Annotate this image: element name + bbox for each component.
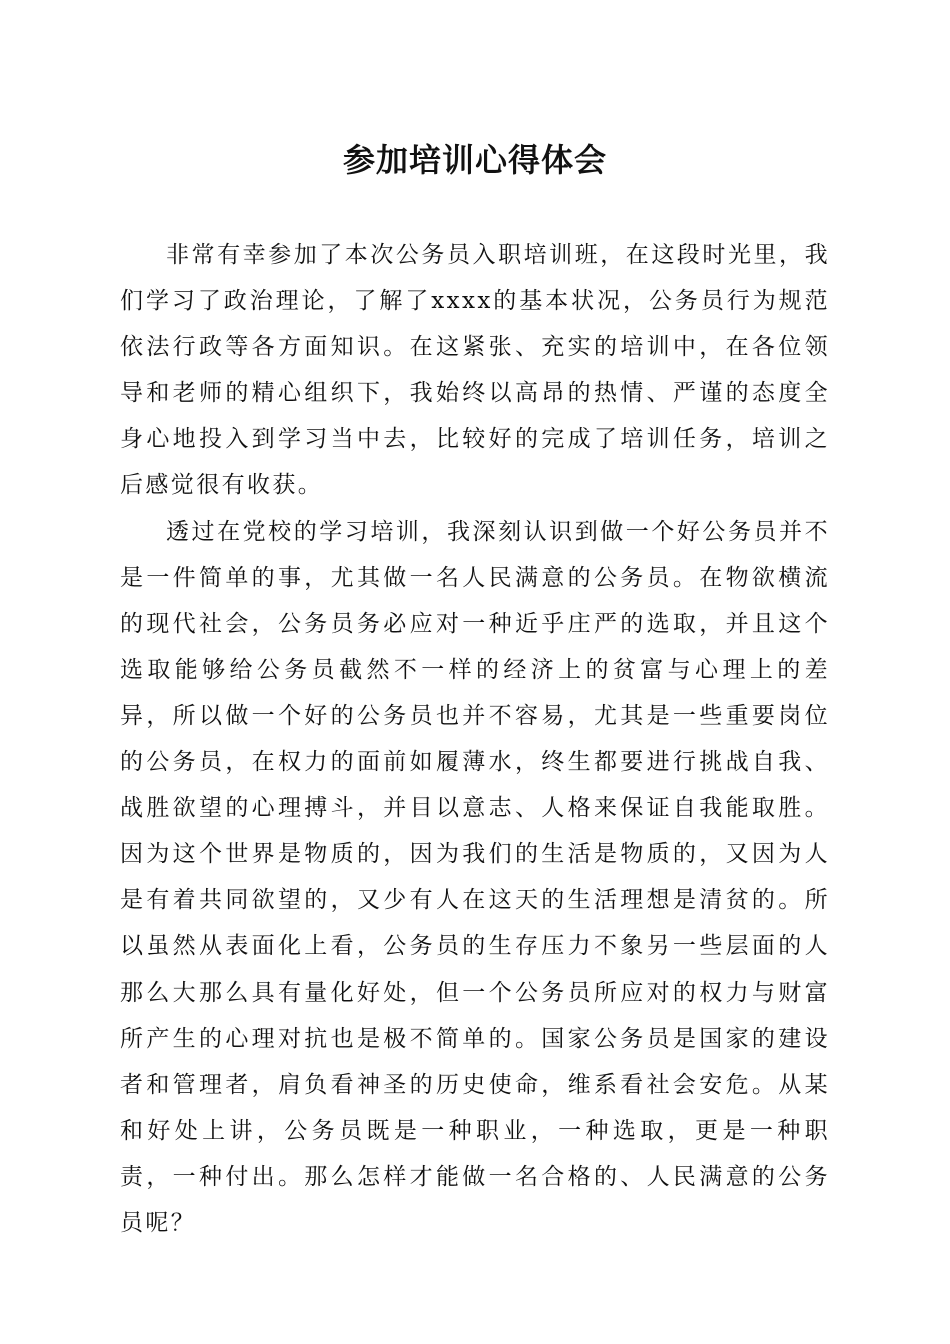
paragraph-1: 非常有幸参加了本次公务员入职培训班，在这段时光里，我们学习了政治理论，了解了xxxx的基本状况，公务员行为规范依法行政等各方面知识。在这紧张、充实的培训中，在各位领导和老师的精心组织下，我始终以高昂的热情、严谨的态度全身心地投入到学习当中去，比较好的完成了培训任务，培训之后感觉很有收获。 (120, 242, 830, 499)
document-title: 参加培训心得体会 (342, 141, 607, 179)
document-body (120, 232, 830, 1246)
paragraph-2: 透过在党校的学习培训，我深刻认识到做一个好公务员并不是一件简单的事，尤其做一名人民满意的公务员。在物欲横流的现代社会，公务员务必应对一种近乎庄严的选取，并且这个选取能够给公务员截然不一样的经济上的贫富与心理上的差异，所以做一个好的公务员也并不容易，尤其是一些重要岗位的公务员，在权力的面前如履薄水，终生都要进行挑战自我、战胜欲望的心理搏斗，并目以意志、人格来保证自我能取胜。因为这个世界是物质的，因为我们的生活是物质的，又因为人是有着共同欲望的，又少有人在这天的生活理想是清贫的。所以虽然从表面化上看，公务员的生存压力不象另一些层面的人那么大那么具有量化好处，但一个公务员所应对的权力与财富所产生的心理对抗也是极不简单的。国家公务员是国家的建设者和管理者，肩负看神圣的历史使命，维系看社会安危。从某和好处上讲，公务员既是一种职业，一种选取，更是一种职责，一种付出。那么怎样才能做一名合格的、人民满意的公务员呢？ (120, 518, 830, 1236)
